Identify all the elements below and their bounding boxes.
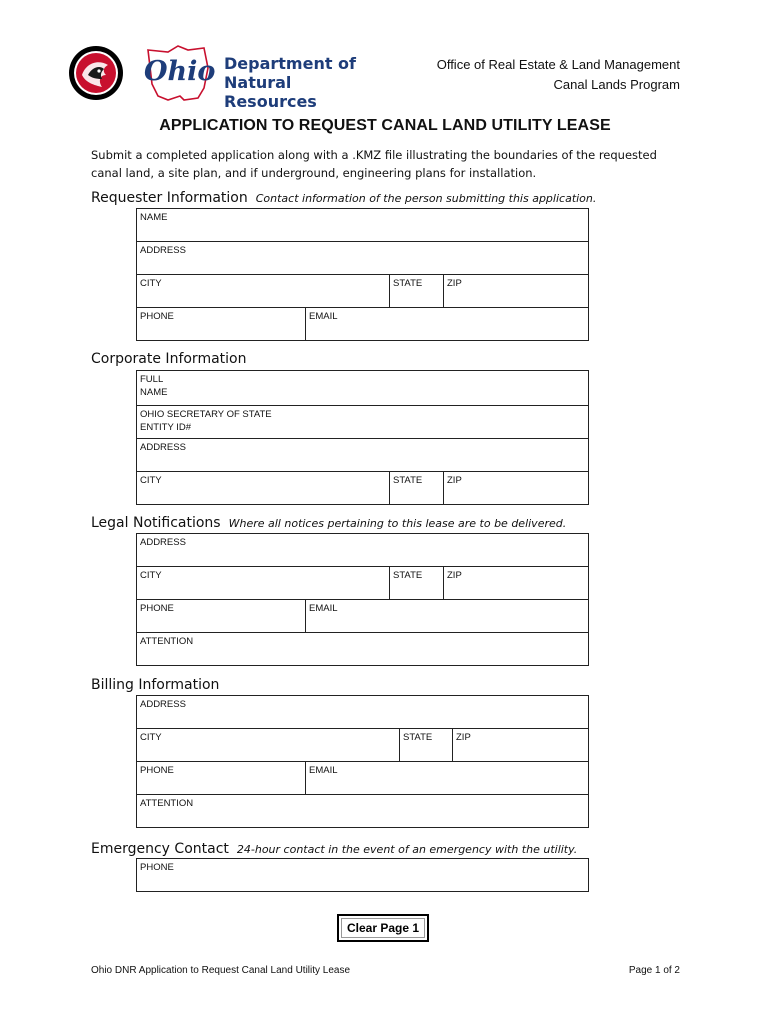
footer-document-title: Ohio DNR Application to Request Canal Land Utility Lease: [91, 965, 351, 976]
legal-section-note: Where all notices pertaining to this lease are to be delivered.: [228, 517, 567, 530]
billing-email-label: EMAIL: [309, 765, 338, 776]
office-name: Office of Real Estate & Land Management: [436, 57, 680, 72]
requester-phone-field[interactable]: [136, 307, 306, 341]
emergency-heading-text: Emergency Contact: [91, 841, 229, 857]
legal-address-label: ADDRESS: [140, 537, 186, 548]
legal-heading-text: Legal Notifications: [91, 515, 221, 531]
billing-zip-label: ZIP: [456, 732, 471, 743]
legal-address-field[interactable]: [136, 533, 589, 567]
corporate-state-field[interactable]: [389, 471, 444, 505]
emergency-section-note: 24-hour contact in the event of an emergency with the utility.: [236, 843, 578, 856]
requester-phone-label: PHONE: [140, 311, 174, 322]
emergency-phone-label: PHONE: [140, 862, 174, 873]
billing-address-label: ADDRESS: [140, 699, 186, 710]
program-name: Canal Lands Program: [553, 77, 680, 92]
legal-attention-label: ATTENTION: [140, 636, 194, 647]
requester-address-field[interactable]: [136, 241, 589, 275]
requester-city-label: CITY: [140, 278, 162, 289]
corporate-city-label: CITY: [140, 475, 162, 486]
billing-address-field[interactable]: [136, 695, 589, 729]
legal-state-field[interactable]: [389, 566, 444, 600]
dept-name-line1: Department of: [224, 54, 357, 73]
billing-phone-label: PHONE: [140, 765, 174, 776]
intro-text-line2: canal land, a site plan, and if underground, engineering plans for installation.: [91, 166, 537, 180]
legal-zip-field[interactable]: [443, 566, 589, 600]
legal-email-field[interactable]: [305, 599, 589, 633]
corporate-address-field[interactable]: [136, 438, 589, 472]
corporate-address-label: ADDRESS: [140, 442, 186, 453]
corporate-full-name-field[interactable]: [136, 370, 589, 406]
legal-email-label: EMAIL: [309, 603, 338, 614]
billing-city-field[interactable]: [136, 728, 400, 762]
corporate-state-label: STATE: [393, 475, 423, 486]
billing-attention-label: ATTENTION: [140, 798, 194, 809]
corporate-section-heading: [91, 351, 246, 367]
legal-state-label: STATE: [393, 570, 423, 581]
ohio-script-wordmark: Ohio: [144, 56, 216, 87]
legal-city-field[interactable]: [136, 566, 390, 600]
emergency-section-heading: [91, 841, 577, 857]
emergency-phone-field[interactable]: [136, 858, 589, 892]
billing-state-field[interactable]: [399, 728, 453, 762]
requester-name-field[interactable]: [136, 208, 589, 242]
requester-email-label: EMAIL: [309, 311, 338, 322]
page-number: Page 1 of 2: [628, 965, 680, 976]
corporate-zip-field[interactable]: [443, 471, 589, 505]
corporate-entity-id-label: OHIO SECRETARY OF STATE ENTITY ID#: [140, 409, 272, 433]
legal-city-label: CITY: [140, 570, 162, 581]
billing-zip-field[interactable]: [452, 728, 589, 762]
legal-zip-label: ZIP: [447, 570, 462, 581]
odnr-logo: [140, 42, 380, 111]
requester-state-label: STATE: [393, 278, 423, 289]
corporate-full-name-label: FULL NAME: [140, 374, 168, 398]
requester-zip-label: ZIP: [447, 278, 462, 289]
corporate-heading-text: Corporate Information: [91, 351, 247, 367]
corporate-city-field[interactable]: [136, 471, 390, 505]
corporate-zip-label: ZIP: [447, 475, 462, 486]
requester-city-field[interactable]: [136, 274, 390, 308]
billing-email-field[interactable]: [305, 761, 589, 795]
billing-heading-text: Billing Information: [91, 677, 220, 693]
legal-section-heading: [91, 515, 566, 531]
legal-phone-label: PHONE: [140, 603, 174, 614]
legal-phone-field[interactable]: [136, 599, 306, 633]
billing-attention-field[interactable]: [136, 794, 589, 828]
requester-heading-text: Requester Information: [91, 190, 248, 206]
requester-section-heading: [91, 190, 596, 206]
legal-attention-field[interactable]: [136, 632, 589, 666]
billing-state-label: STATE: [403, 732, 433, 743]
clear-page-button[interactable]: Clear Page 1: [337, 914, 429, 942]
ohio-seal-cardinal-icon: [68, 45, 124, 101]
requester-section-note: Contact information of the person submitting this application.: [255, 192, 597, 205]
requester-name-label: NAME: [140, 212, 168, 223]
requester-address-label: ADDRESS: [140, 245, 186, 256]
billing-city-label: CITY: [140, 732, 162, 743]
billing-section-heading: [91, 677, 219, 693]
intro-text-line1: Submit a completed application along with a .KMZ file illustrating the boundaries of the requested: [91, 148, 657, 162]
corporate-entity-id-field[interactable]: [136, 405, 589, 439]
requester-email-field[interactable]: [305, 307, 589, 341]
requester-zip-field[interactable]: [443, 274, 589, 308]
billing-phone-field[interactable]: [136, 761, 306, 795]
requester-state-field[interactable]: [389, 274, 444, 308]
dept-name-line2: Natural Resources: [224, 73, 317, 111]
page-title: APPLICATION TO REQUEST CANAL LAND UTILITY LEASE: [159, 117, 611, 134]
